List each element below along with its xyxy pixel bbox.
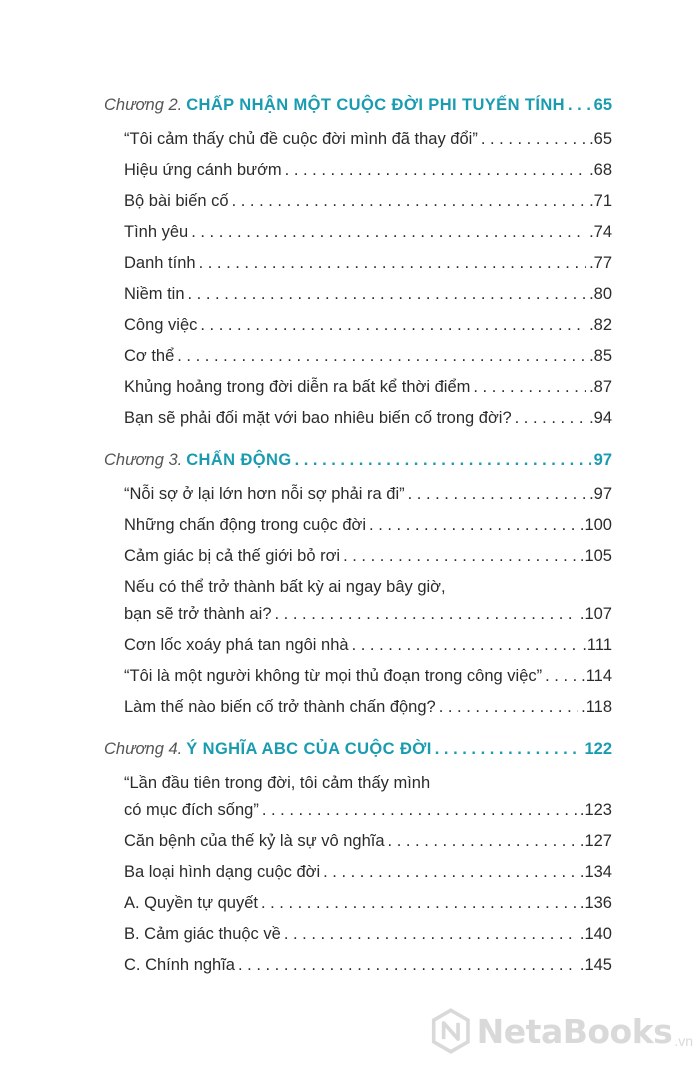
entry-page: .85: [589, 347, 612, 365]
leader-dots: [188, 284, 587, 304]
chapter-page: 97: [593, 451, 612, 469]
chapter-title: CHẤN ĐỘNG: [186, 451, 292, 469]
entry-title: Cảm giác bị cả thế giới bỏ rơi: [124, 547, 341, 565]
entry-title: B. Cảm giác thuộc về: [124, 925, 281, 943]
entry-page: .134: [579, 863, 612, 881]
entry-title-line1[interactable]: Nếu có thể trở thành bất kỳ ai ngay bây giờ,: [124, 578, 446, 596]
chapter-heading[interactable]: [104, 739, 612, 759]
leader-dots: [352, 635, 580, 655]
toc-entry[interactable]: [124, 160, 612, 180]
leader-dots: [295, 450, 591, 470]
entry-title: Căn bệnh của thế kỷ là sự vô nghĩa: [124, 832, 385, 850]
entry-title: C. Chính nghĩa: [124, 956, 235, 974]
entry-title: Tình yêu: [124, 223, 189, 241]
toc-entry[interactable]: [124, 862, 612, 882]
toc-entry[interactable]: [124, 893, 612, 913]
leader-dots: [408, 484, 586, 504]
chapter-label: Chương 3.: [104, 451, 183, 469]
leader-dots: [275, 604, 577, 624]
watermark-brand: NetaBooks: [476, 1011, 673, 1051]
entry-title: Danh tính: [124, 254, 196, 272]
entry-page: .140: [579, 925, 612, 943]
chapter-page: 65: [593, 96, 612, 114]
chapter-heading[interactable]: [104, 95, 612, 115]
entry-page: .127: [579, 832, 612, 850]
entry-page: .105: [579, 547, 612, 565]
entry-title: “Tôi là một người không từ mọi thủ đoạn trong công việc”: [124, 667, 543, 685]
entry-title: Khủng hoảng trong đời diễn ra bất kể thời điểm: [124, 378, 471, 396]
toc-entry[interactable]: [124, 800, 612, 820]
chapter-label: Chương 4.: [104, 740, 183, 758]
leader-dots: [232, 191, 586, 211]
entry-title-line1[interactable]: “Lần đầu tiên trong đời, tôi cảm thấy mình: [124, 774, 431, 792]
entry-page: .123: [579, 801, 612, 819]
leader-dots: [473, 377, 586, 397]
watermark-suffix: .vn: [674, 1033, 693, 1049]
entry-page: .107: [579, 605, 612, 623]
toc-entry[interactable]: [124, 666, 612, 686]
netabooks-logo-icon: [431, 1006, 471, 1056]
entry-title: Cơ thể: [124, 347, 175, 365]
toc-entry[interactable]: [124, 546, 612, 566]
chapter-heading[interactable]: [104, 450, 612, 470]
leader-dots: [191, 222, 586, 242]
entry-title: Bộ bài biến cố: [124, 192, 229, 210]
toc-entry[interactable]: [124, 924, 612, 944]
entry-title: A. Quyền tự quyết: [124, 894, 258, 912]
entry-title: “Tôi cảm thấy chủ đề cuộc đời mình đã thay đổi”: [124, 130, 478, 148]
toc-entry[interactable]: [124, 955, 612, 975]
leader-dots: [199, 253, 587, 273]
toc-entry[interactable]: [124, 604, 612, 624]
toc-entry[interactable]: [124, 191, 612, 211]
entry-title: Hiệu ứng cánh bướm: [124, 161, 282, 179]
entry-page: .136: [579, 894, 612, 912]
chapter-title: CHẤP NHẬN MỘT CUỘC ĐỜI PHI TUYẾN TÍNH: [186, 96, 565, 114]
leader-dots: [261, 893, 577, 913]
leader-dots: [481, 129, 586, 149]
entry-title: Niềm tin: [124, 285, 185, 303]
entry-page: .97: [589, 485, 612, 503]
toc-entry[interactable]: [124, 253, 612, 273]
leader-dots: [568, 95, 591, 115]
toc-entry[interactable]: [124, 315, 612, 335]
leader-dots: [369, 515, 577, 535]
entry-page: .74: [589, 223, 612, 241]
toc-entry[interactable]: [124, 515, 612, 535]
entry-page: .80: [589, 285, 612, 303]
entry-page: .111: [582, 636, 612, 654]
leader-dots: [284, 924, 577, 944]
entry-title: Những chấn động trong cuộc đời: [124, 516, 367, 534]
leader-dots: [238, 955, 577, 975]
toc-entry[interactable]: [124, 222, 612, 242]
leader-dots: [435, 739, 582, 759]
leader-dots: [388, 831, 577, 851]
netabooks-watermark: [431, 1003, 693, 1059]
leader-dots: [262, 800, 577, 820]
entry-page: .118: [581, 698, 612, 716]
entry-title: Cơn lốc xoáy phá tan ngôi nhà: [124, 636, 349, 654]
entry-page: .82: [589, 316, 612, 334]
leader-dots: [343, 546, 577, 566]
toc-entry[interactable]: [124, 346, 612, 366]
leader-dots: [200, 315, 586, 335]
chapter-title: Ý NGHĨA ABC CỦA CUỘC ĐỜI: [186, 740, 432, 758]
chapter-label: Chương 2.: [104, 96, 183, 114]
entry-page: .145: [579, 956, 612, 974]
entry-title: “Nỗi sợ ở lại lớn hơn nỗi sợ phải ra đi”: [124, 485, 405, 503]
entry-page: .68: [589, 161, 612, 179]
toc-entry[interactable]: [124, 484, 612, 504]
chapter-page: 122: [584, 740, 612, 758]
entry-title: Làm thế nào biến cố trở thành chấn động?: [124, 698, 436, 716]
toc-entry[interactable]: [124, 377, 612, 397]
entry-page: .114: [581, 667, 612, 685]
entry-page: .77: [589, 254, 612, 272]
entry-title: có mục đích sống”: [124, 801, 259, 819]
entry-page: .100: [579, 516, 612, 534]
entry-page: .71: [589, 192, 612, 210]
toc-entry[interactable]: [124, 284, 612, 304]
entry-title: Bạn sẽ phải đối mặt với bao nhiêu biến cố trong đời?: [124, 409, 512, 427]
leader-dots: [545, 666, 578, 686]
entry-page: .65: [589, 130, 612, 148]
leader-dots: [285, 160, 586, 180]
leader-dots: [177, 346, 586, 366]
toc-entry[interactable]: [124, 129, 612, 149]
leader-dots: [323, 862, 577, 882]
entry-page: .87: [589, 378, 612, 396]
leader-dots: [439, 697, 578, 717]
toc-entry[interactable]: [124, 697, 612, 717]
leader-dots: [515, 408, 586, 428]
entry-page: .94: [589, 409, 612, 427]
toc-entry[interactable]: [124, 831, 612, 851]
toc-entry[interactable]: [124, 408, 612, 428]
entry-title: Công việc: [124, 316, 198, 334]
toc-entry[interactable]: [124, 635, 612, 655]
entry-title: bạn sẽ trở thành ai?: [124, 605, 272, 623]
entry-title: Ba loại hình dạng cuộc đời: [124, 863, 321, 881]
